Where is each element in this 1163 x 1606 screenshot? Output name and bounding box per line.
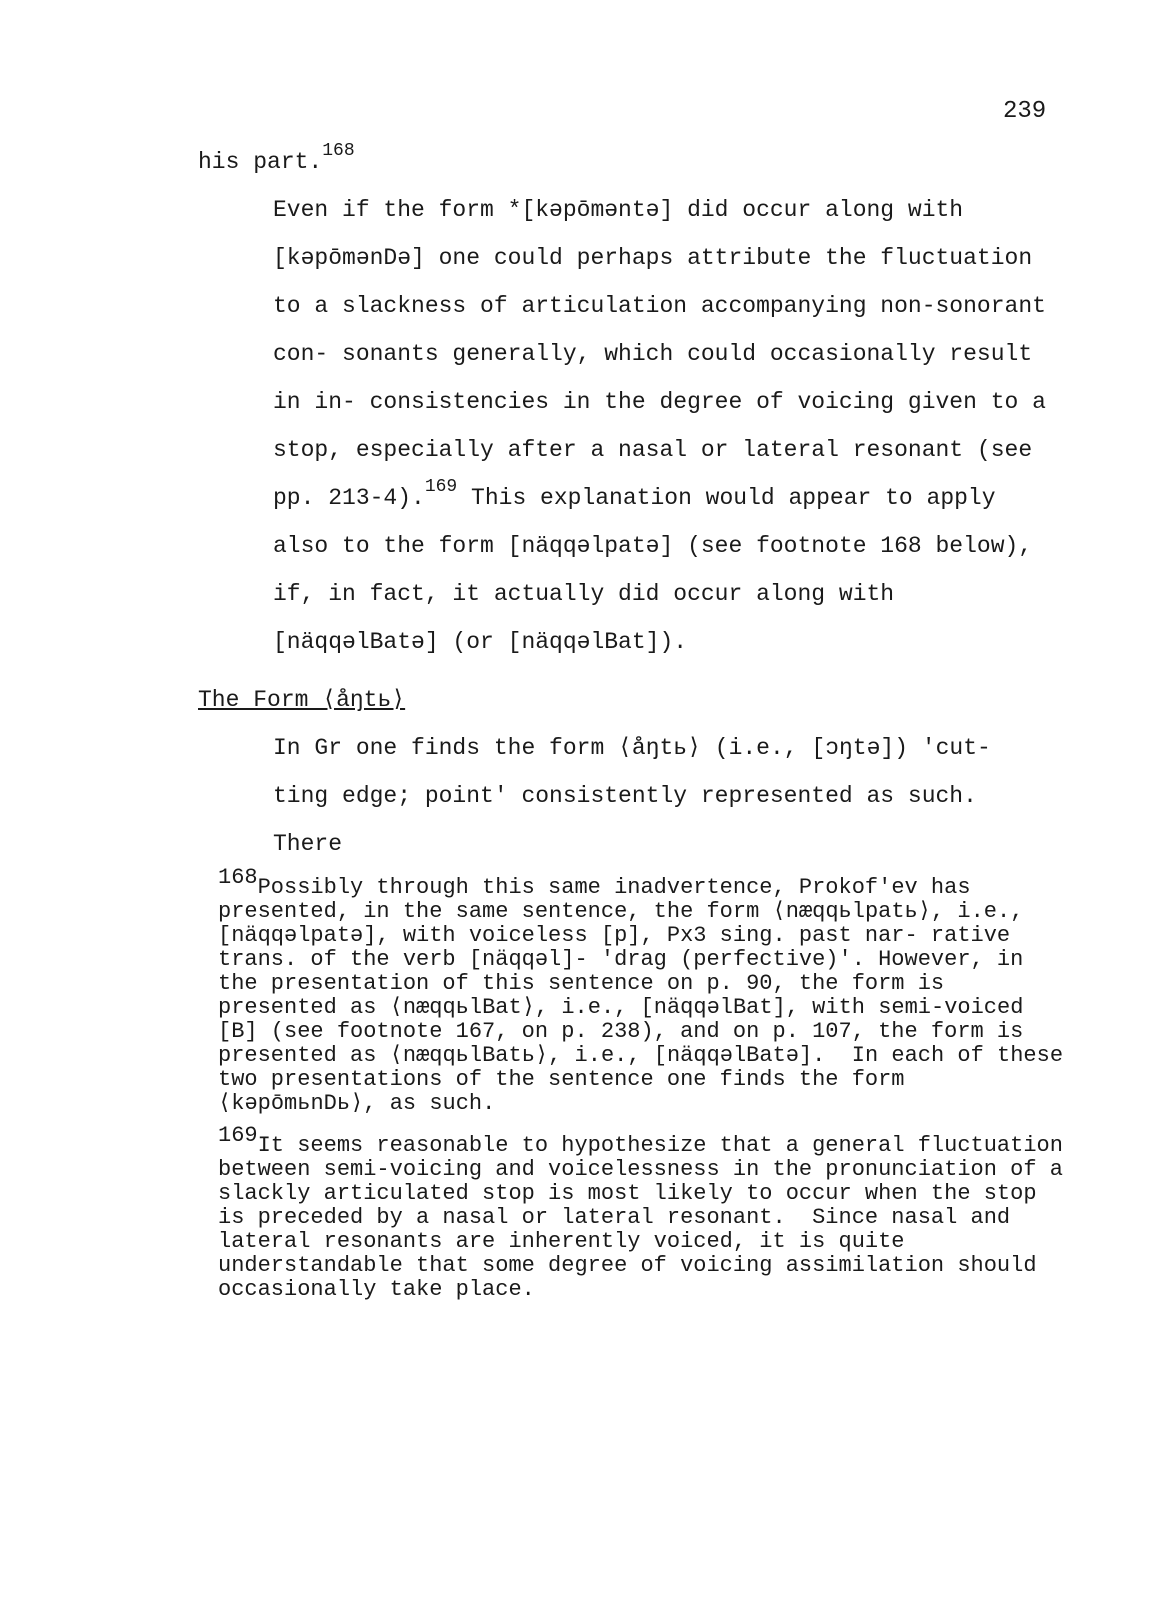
footnote-mark: 168: [218, 865, 258, 890]
page-number: 239: [1003, 98, 1047, 125]
paragraph-opening: [198, 138, 1058, 186]
footnote-168: [192, 865, 1077, 1116]
footnote-text: Possibly through this same inadvertence, Prokof'ev has presented, in the same sentence, the form ⟨næqqьlpatь⟩, i.e., [näqqəlpatə], with voiceless [p], Px3 sing. past nar- rative trans. of the verb [näqqəl]- 'drag (perfective)'. However, in the presentation of this sentence on p. 90, the form is presented as ⟨næqqьlBat⟩, i.e., [näqqəlBat], with semi-voiced [B] (see footnote 167, on p. 238), and on p. 107, the form is presented as ⟨næqqьlBatь⟩, i.e., [näqqəlBatə]. In each of these two presentations of the sentence one finds the form ⟨kəpōmьnDь⟩, as such.: [218, 875, 1077, 1116]
footnote-text: It seems reasonable to hypothesize that a general fluctuation between semi-voicing and voicelessness in the pronunciation of a slackly articulated stop is most likely to occur when the stop is preceded by a nasal or lateral resonant. Since nasal and lateral resonants are inherently voiced, it is quite understandable that some degree of voicing assimilation should occasionally take place.: [218, 1133, 1077, 1302]
footnote-ref-168: 168: [322, 141, 355, 162]
paragraph-text: Even if the form *[kəpōməntə] did occur along with [kəpōmənDə] one could perhaps attribute the fluctuation to a slackness of articulation accompanying non-sonorant con- sonants generally, which could occasionally result in in- consistencies in the degree of voicing given to a stop, especially after a nasal or lateral resonant (see pp. 213-4).: [273, 197, 1060, 511]
paragraph-form: In Gr one finds the form ⟨åŋtь⟩ (i.e., [ɔŋtə]) 'cut- ting edge; point' consistently represented as such. There: [273, 735, 1005, 857]
footnote-169: [192, 1123, 1077, 1302]
footnotes: [192, 865, 1077, 1320]
footnote-mark: 169: [218, 1123, 258, 1148]
paragraph-text: This explanation would appear to apply also to the form [näqqəlpatə] (see footnote 168 below), if, in fact, it actually did occur along with [näqqəlBatə] (or [näqqəlBat]).: [273, 485, 1046, 655]
section-heading: The Form ⟨åŋtь⟩: [198, 687, 406, 713]
footnote-ref-169: 169: [424, 477, 458, 498]
paragraph-fluctuation: [198, 186, 1058, 666]
main-text: [198, 138, 1058, 868]
paragraph-text: his part.: [198, 149, 323, 175]
